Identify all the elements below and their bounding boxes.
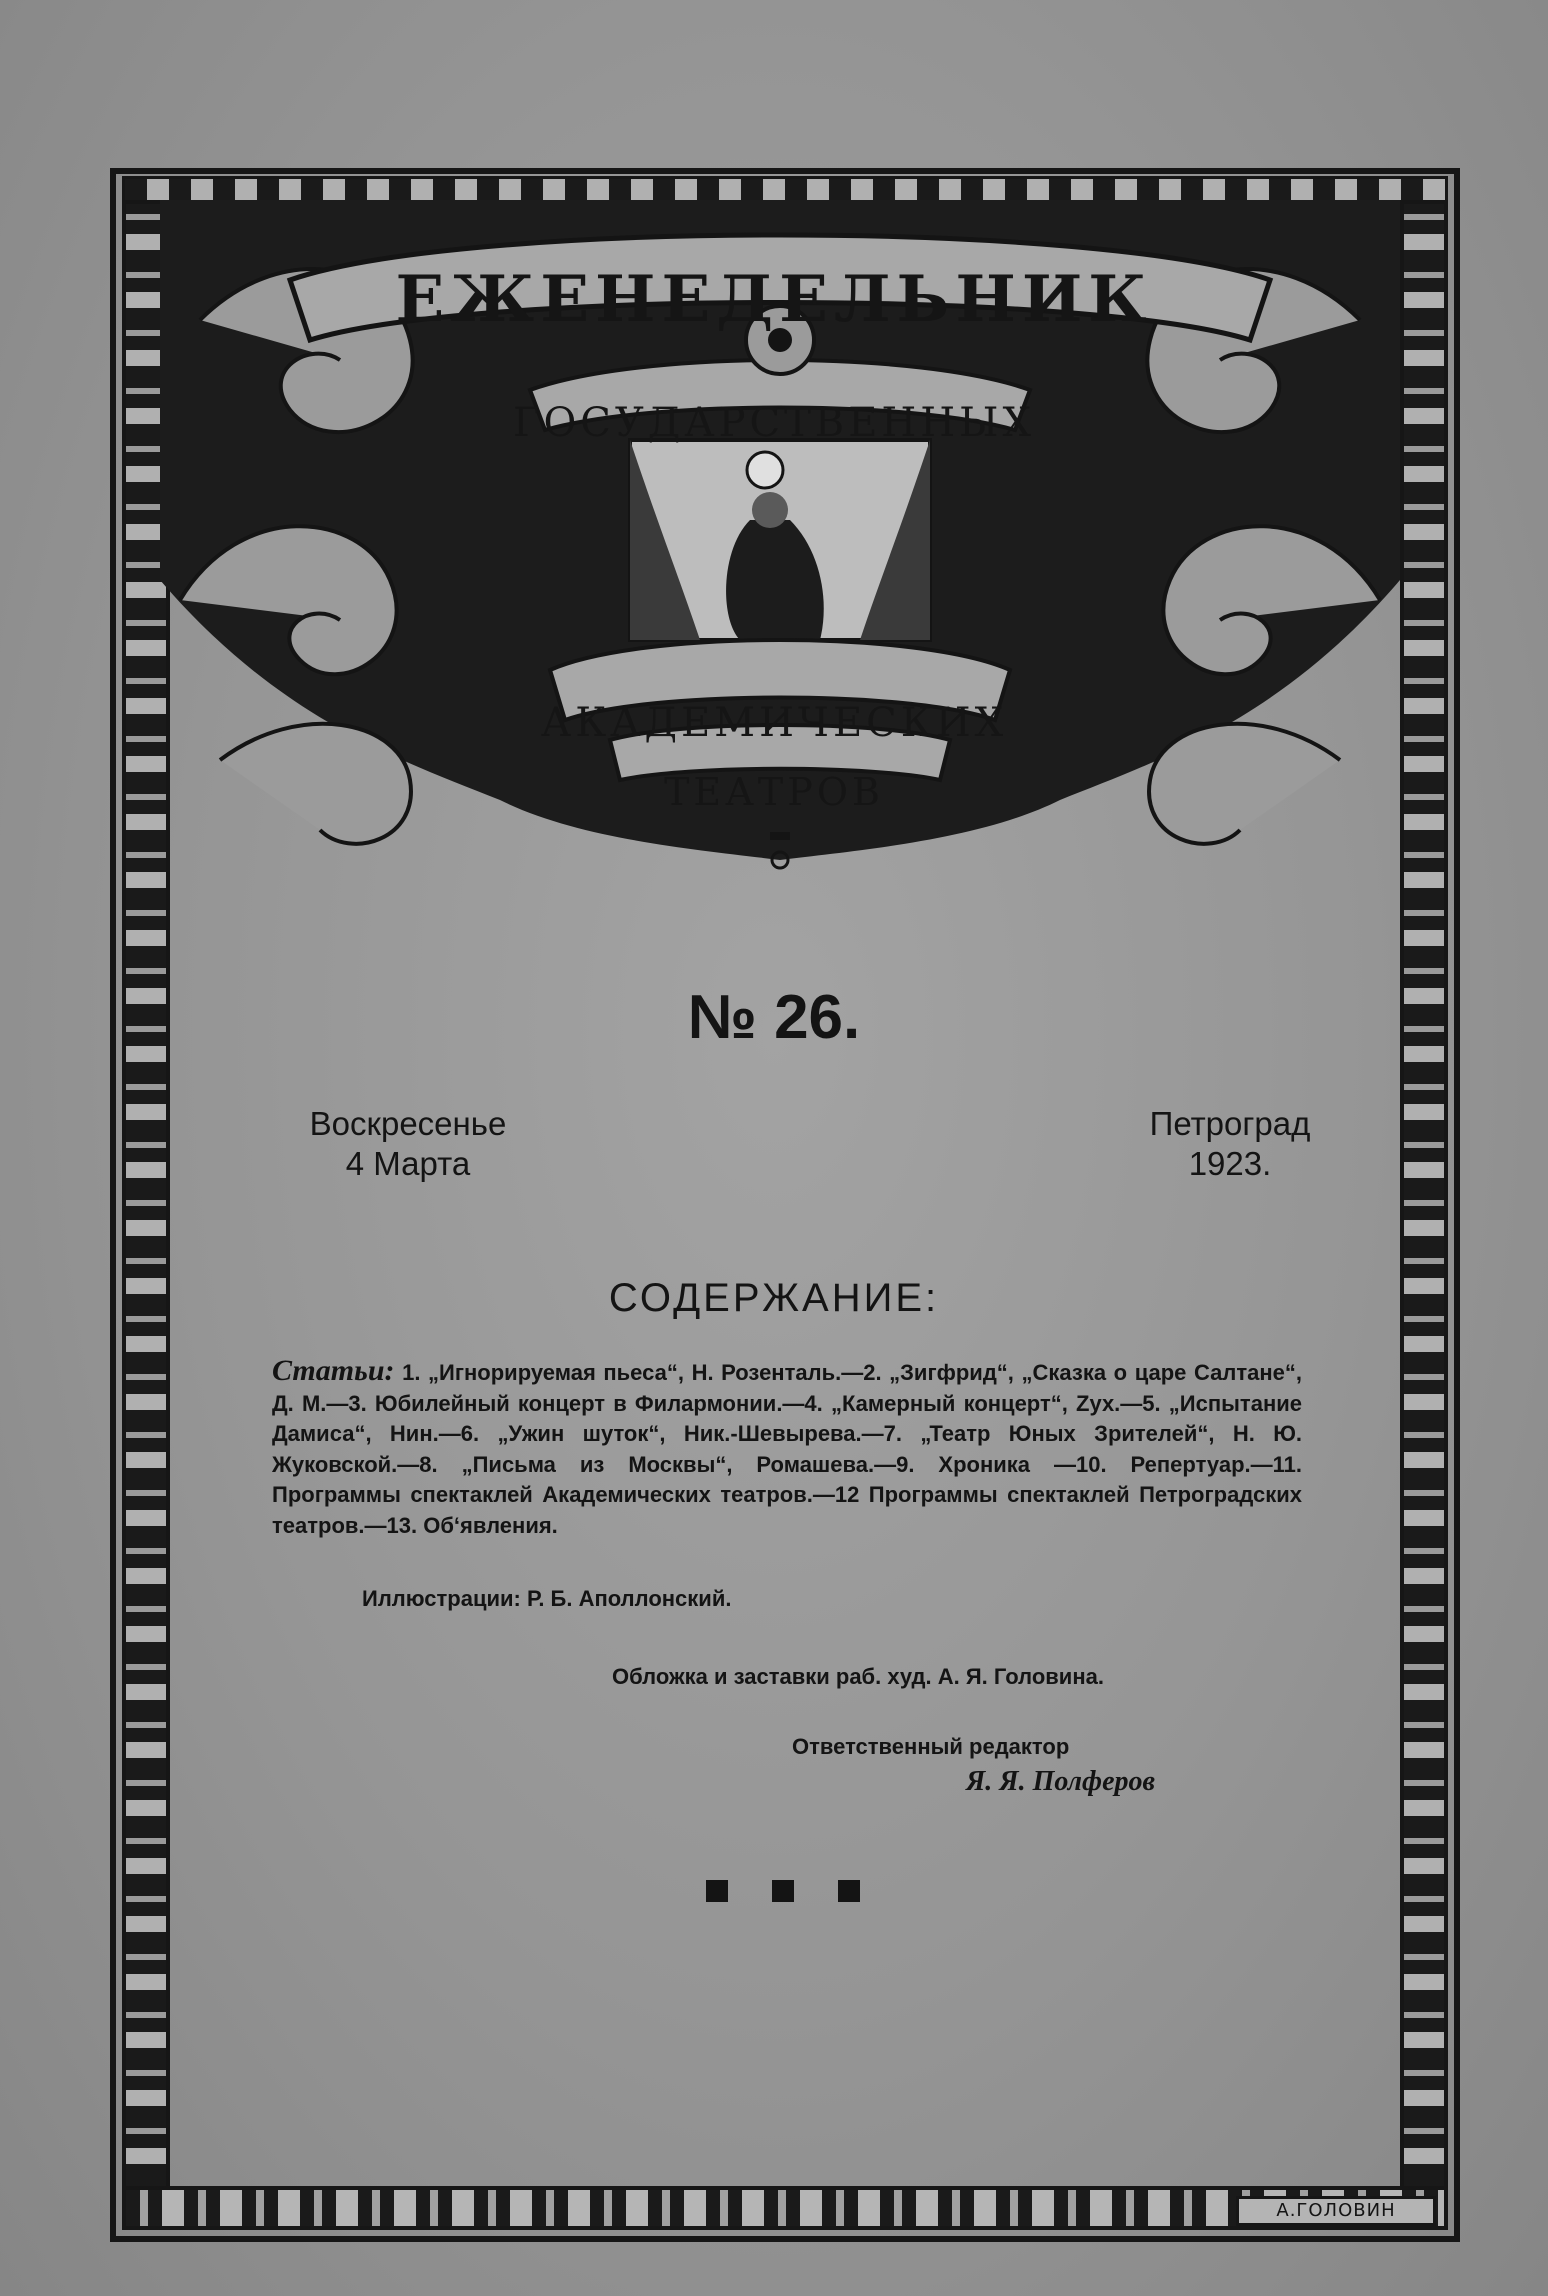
artist-signature: А.ГОЛОВИН (1236, 2196, 1436, 2226)
issue-place-right (1130, 1104, 1330, 1184)
issue-date-left (288, 1104, 528, 1184)
date: 4 Марта (345, 1145, 471, 1182)
issue-number: № 26. (687, 983, 861, 1052)
contents-list (272, 1356, 1302, 1541)
cover-credit: Обложка и заставки раб. худ. А. Я. Головина. (612, 1664, 1104, 1689)
masthead-subtitle-line2: ГОСУДАРСТВЕННЫХ (513, 400, 1035, 446)
year: 1923. (1188, 1145, 1272, 1182)
contents-text: 1. „Игнорируемая пьеса“, Н. Розенталь.—2. „Зигфрид“, „Сказка о царе Салтане“, Д. М.—3. Юбилейный концерт в Филармонии.—4. „Камерный концерт“, Zух.—5. „Испытание Дамиса“, Нин.—6. „Ужин шуток“, Ник.-Шевырева.—7. „Театр Юных Зрителей“, Н. Ю. Жуковской.—8. „Письма из Москвы“, Ромашева.—9. Хроника —10. Репертуар.—11. Программы спектаклей Академических театров.—12 Программы спектаклей Петроградских театров.—13. Об‘явления. (272, 1360, 1302, 1538)
masthead-subtitle-line3: АКАДЕМИЧЕСКИХ (540, 700, 1008, 746)
frame-right-band (1400, 200, 1448, 2220)
editor-label: Ответственный редактор (792, 1734, 1070, 1759)
editor-name: Я. Я. Полферов (966, 1766, 1156, 1797)
masthead-subtitle-line4: ТЕАТРОВ (664, 770, 884, 814)
illustrations-credit: Иллюстрации: Р. Б. Аполлонский. (362, 1586, 732, 1611)
contents-lead: Статьи: (272, 1354, 395, 1387)
dot (838, 1880, 860, 1902)
contents-heading: СОДЕРЖАНИЕ: (608, 1276, 940, 1320)
masthead-title: ЕЖЕНЕДЕЛЬНИК (395, 262, 1153, 337)
dot (706, 1880, 728, 1902)
weekday: Воскресенье (309, 1105, 507, 1142)
city: Петроград (1149, 1105, 1311, 1142)
decorative-dots (706, 1880, 860, 1902)
dot (772, 1880, 794, 1902)
